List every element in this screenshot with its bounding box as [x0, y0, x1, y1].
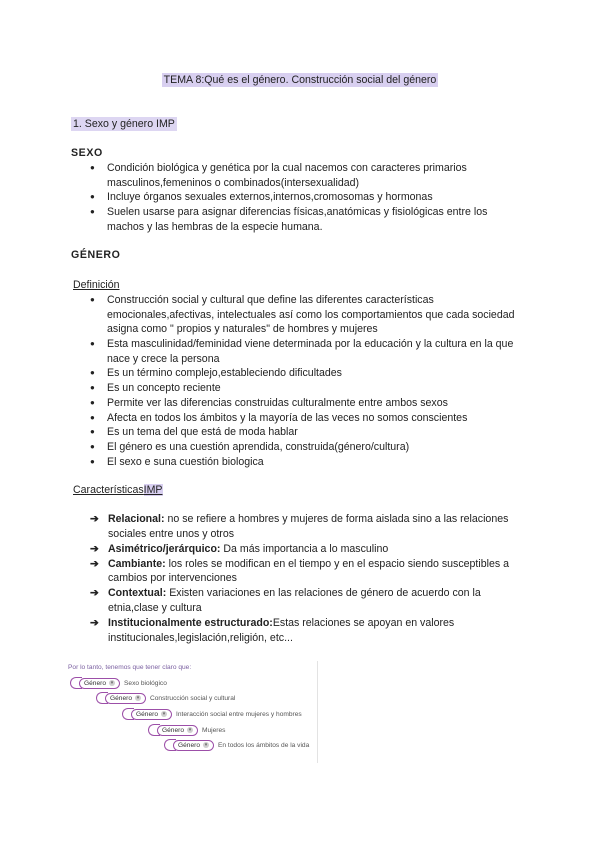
diagram-row: Género ▾ Interacción social entre mujeres y hombres [122, 708, 302, 720]
caracteristicas-list [90, 512, 530, 646]
chevron-down-icon: ▾ [204, 742, 208, 748]
section-heading-sexo-genero: 1. Sexo y género IMP [73, 118, 175, 130]
chevron-down-icon: ▾ [162, 711, 166, 717]
list-item: ● Permite ver las diferencias construidas culturalmente entre ambos sexos [90, 396, 520, 411]
list-item: ● Es un concepto reciente [90, 381, 520, 396]
arrow-icon: ➔ [90, 542, 99, 555]
diagram-pill: Género ▾ [173, 740, 214, 751]
diagram-pill: Género ▾ [131, 709, 172, 720]
definicion-subheading: Definición [73, 279, 120, 291]
sexo-list [90, 161, 520, 235]
diagram-row: Género ▾ Construcción social y cultural [96, 692, 235, 704]
list-item: ● El sexo e suna cuestión biologica [90, 455, 520, 470]
list-item: ➔ Asimétrico/jerárquico: Da más importancia a lo masculino [90, 542, 389, 555]
list-item: ● Suelen usarse para asignar diferencias físicas,anatómicas y fisiológicas entre los machos y las hembras de la especie humana. [90, 205, 520, 234]
list-item: ● Es un término complejo,estableciendo dificultades [90, 366, 520, 381]
chevron-down-icon: ▾ [188, 727, 192, 733]
caracteristicas-subheading: CaracterísticasIMP [73, 484, 163, 496]
arrow-icon: ➔ [90, 557, 99, 570]
genero-heading: GÉNERO [71, 249, 121, 261]
list-item: ➔ Contextual: Existen variaciones en las relaciones de género de acuerdo con la etnia,clase y cultura [90, 587, 481, 615]
chevron-down-icon: ▾ [136, 695, 140, 701]
page-title: TEMA 8:Qué es el género. Construcción social del género [163, 74, 437, 86]
list-item: ● El género es una cuestión aprendida, construida(género/cultura) [90, 440, 520, 455]
arrow-icon: ➔ [90, 513, 99, 525]
diagram-row: Género ▾ En todos los ámbitos de la vida [164, 739, 309, 751]
diagram-pill: Género ▾ [105, 693, 146, 704]
list-item: ● Incluye órganos sexuales externos,internos,cromosomas y hormonas [90, 190, 520, 205]
diagram-pill: Género ▾ [157, 725, 198, 736]
list-item: ➔ Relacional: no se refiere a hombres y mujeres de forma aislada sino a las relaciones sociales entre unos y otros [90, 513, 509, 540]
list-item: ➔ Institucionalmente estructurado:Estas relaciones se apoyan en valores institucionales,legislación,religión, etc... [90, 617, 455, 644]
diagram-pill: Género ▾ [79, 678, 120, 689]
list-item: ● Afecta en todos los ámbitos y la mayoría de las veces no somos conscientes [90, 411, 520, 426]
list-item: ● Es un tema del que está de moda hablar [90, 425, 520, 440]
chevron-down-icon: ▾ [110, 680, 114, 686]
diagram-row: Género ▾ Mujeres [148, 724, 225, 736]
sexo-heading: SEXO [71, 147, 103, 159]
list-item: ● Condición biológica y genética por la cual nacemos con caracteres primarios masculinos,femeninos o combinados(intersexualidad) [90, 161, 520, 190]
arrow-icon: ➔ [90, 587, 99, 600]
diagram-row: Género ▾ Sexo biológico [70, 677, 167, 689]
list-item: ● Construcción social y cultural que define las diferentes características emocionales,afectivas, intelectuales así como los comportamientos que cada sociedad asigna como " propios y naturales" de hombres y mujeres [90, 293, 520, 337]
genero-diagram [66, 661, 318, 763]
list-item: ➔ Cambiante: los roles se modifican en el tiempo y en el espacio siendo susceptibles a cambios por intervenciones [90, 557, 509, 585]
diagram-caption: Por lo tanto, tenemos que tener claro que: [68, 664, 192, 671]
list-item: ● Esta masculinidad/feminidad viene determinada por la educación y la cultura en la que nace y crece la persona [90, 337, 520, 366]
arrow-icon: ➔ [90, 617, 99, 630]
genero-list [90, 293, 520, 470]
